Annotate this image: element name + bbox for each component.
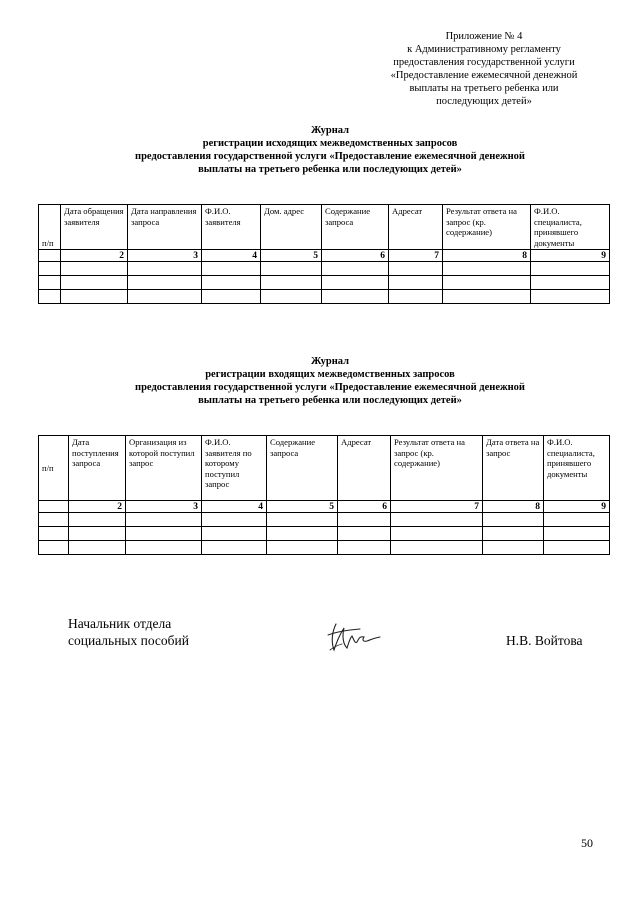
column-number: 7 <box>391 501 483 513</box>
position-line: социальных пособий <box>68 633 189 648</box>
column-number: 5 <box>267 501 338 513</box>
journal-title-line: Журнал <box>311 356 349 367</box>
column-number <box>39 250 61 262</box>
header-cell: п/п <box>39 436 69 501</box>
journal-incoming-title <box>60 355 600 407</box>
column-number: 8 <box>443 250 531 262</box>
header-cell: Дата направления запроса <box>128 205 202 250</box>
column-number: 2 <box>61 250 128 262</box>
header-cell: Содержание запроса <box>322 205 389 250</box>
header-cell: Дом. адрес <box>261 205 322 250</box>
column-number: 8 <box>483 501 544 513</box>
journal-outgoing-table <box>38 204 610 304</box>
column-number: 3 <box>126 501 202 513</box>
signatory-position <box>68 615 189 649</box>
header-cell: Дата поступления запроса <box>69 436 126 501</box>
appendix-line: Приложение № 4 <box>445 31 523 42</box>
journal-title-line: Журнал <box>311 125 349 136</box>
appendix-line: к Административному регламенту <box>407 44 561 55</box>
table-row <box>39 262 610 276</box>
header-cell: Дата обращения заявителя <box>61 205 128 250</box>
table-header-row <box>39 205 610 250</box>
column-number <box>39 501 69 513</box>
header-cell: Содержание запроса <box>267 436 338 501</box>
journal-title-line: предоставления государственной услуги «Предоставление ежемесячной денежной <box>135 382 525 393</box>
handwritten-signature <box>322 620 388 656</box>
appendix-line: предоставления государственной услуги <box>393 57 575 68</box>
appendix-line: выплаты на третьего ребенка или <box>409 83 559 94</box>
journal-title-line: выплаты на третьего ребенка или последующих детей» <box>198 395 462 406</box>
column-number: 3 <box>128 250 202 262</box>
header-cell: Ф.И.О. заявителя <box>202 205 261 250</box>
column-number: 7 <box>389 250 443 262</box>
column-number-row <box>39 501 610 513</box>
journal-title-line: выплаты на третьего ребенка или последующих детей» <box>198 164 462 175</box>
journal-title-line: регистрации входящих межведомственных запросов <box>205 369 455 380</box>
position-line: Начальник отдела <box>68 616 172 631</box>
column-number: 6 <box>322 250 389 262</box>
header-cell: Ф.И.О. специалиста, принявшего документы <box>531 205 610 250</box>
column-number: 9 <box>544 501 610 513</box>
column-number: 4 <box>202 501 267 513</box>
journal-title-line: регистрации исходящих межведомственных запросов <box>202 138 458 149</box>
signatory-name: Н.В. Войтова <box>506 633 583 648</box>
table-row <box>39 290 610 304</box>
appendix-line: «Предоставление ежемесячной денежной <box>390 70 578 81</box>
table-row <box>39 541 610 555</box>
page-number: 50 <box>581 836 593 850</box>
column-number: 2 <box>69 501 126 513</box>
header-cell: п/п <box>39 205 61 250</box>
appendix-header <box>370 30 598 108</box>
journal-incoming-table <box>38 435 610 555</box>
journal-title-line: предоставления государственной услуги «Предоставление ежемесячной денежной <box>135 151 525 162</box>
table-row <box>39 276 610 290</box>
column-number: 6 <box>338 501 391 513</box>
header-cell: Результат ответа на запрос (кр. содержание) <box>391 436 483 501</box>
table-row <box>39 527 610 541</box>
table-header-row <box>39 436 610 501</box>
header-cell: Организация из которой поступил запрос <box>126 436 202 501</box>
appendix-line: последующих детей» <box>436 96 532 107</box>
column-number: 5 <box>261 250 322 262</box>
header-cell: Адресат <box>389 205 443 250</box>
table-row <box>39 513 610 527</box>
column-number-row <box>39 250 610 262</box>
header-cell: Дата ответа на запрос <box>483 436 544 501</box>
journal-outgoing-title <box>60 124 600 176</box>
header-cell: Адресат <box>338 436 391 501</box>
column-number: 9 <box>531 250 610 262</box>
column-number: 4 <box>202 250 261 262</box>
header-cell: Ф.И.О. заявителя по которому поступил запрос <box>202 436 267 501</box>
header-cell: Результат ответа на запрос (кр. содержание) <box>443 205 531 250</box>
header-cell: Ф.И.О. специалиста, принявшего документы <box>544 436 610 501</box>
